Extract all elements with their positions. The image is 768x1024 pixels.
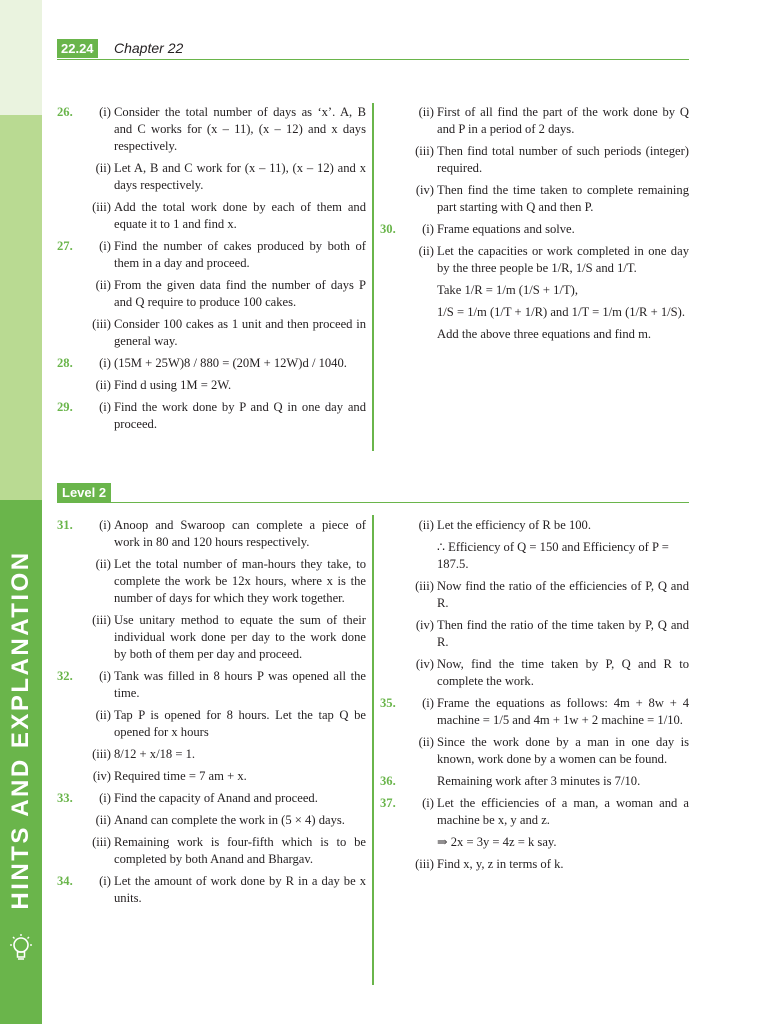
step-text: Let A, B and C work for (x – 11), (x – 12) and x days respectively. (114, 161, 366, 192)
hint-step (87, 399, 366, 433)
step-text: Find d using 1M = 2W. (114, 378, 232, 392)
step-marker: (ii) (418, 105, 434, 119)
right-column-bottom (380, 517, 689, 878)
step-text: Let the total number of man-hours they take, to complete the work be 12x hours, where x is the number of days for which they work together. (114, 557, 366, 605)
left-column-top (57, 104, 366, 438)
question-number: 27. (57, 239, 73, 253)
step-marker: (i) (422, 796, 434, 810)
question-number: 36. (380, 774, 396, 788)
hint-step (87, 199, 366, 233)
hint-step (410, 243, 689, 277)
header-rule (57, 59, 689, 60)
step-text: Now, find the time taken by P, Q and R to complete the work. (437, 657, 689, 688)
sidebar-middle-band (0, 115, 42, 500)
hint-item (57, 873, 366, 907)
step-marker: (i) (99, 239, 111, 253)
step-marker (410, 773, 437, 790)
step-marker: (iii) (92, 747, 111, 761)
step-marker: (iii) (415, 579, 434, 593)
step-marker: (iii) (415, 857, 434, 871)
step-text: Find x, y, z in terms of k. (437, 857, 564, 871)
step-text: Consider 100 cakes as 1 unit and then proceed in general way. (114, 317, 366, 348)
hint-item (57, 517, 366, 663)
hint-item (380, 517, 689, 690)
step-marker: (iii) (92, 317, 111, 331)
step-marker: (ii) (95, 378, 111, 392)
hint-step (410, 856, 689, 873)
level-heading: Level 2 (57, 483, 111, 502)
step-text: Required time = 7 am + x. (114, 769, 247, 783)
step-text: Let the efficiency of R be 100. (437, 518, 591, 532)
question-number: 30. (380, 222, 396, 236)
hint-item (57, 668, 366, 785)
hint-step (87, 238, 366, 272)
question-number: 35. (380, 696, 396, 710)
hint-step (410, 578, 689, 612)
step-marker: (iii) (92, 200, 111, 214)
step-text: Remaining work is four-fifth which is to be completed by both Anand and Bhargav. (114, 835, 366, 866)
hint-step (87, 377, 366, 394)
step-marker: (i) (99, 669, 111, 683)
step-marker: (i) (99, 518, 111, 532)
step-text: Then find the ratio of the time taken by P, Q and R. (437, 618, 689, 649)
hint-step (87, 707, 366, 741)
step-text: From the given data find the number of days P and Q require to produce 100 cakes. (114, 278, 366, 309)
hint-item (57, 238, 366, 350)
step-text: Find the number of cakes produced by both of them in a day and proceed. (114, 239, 366, 270)
hint-step (410, 617, 689, 651)
step-marker: (i) (99, 356, 111, 370)
hint-item (380, 221, 689, 343)
hint-item (57, 790, 366, 868)
hint-item (57, 355, 366, 394)
step-marker: (ii) (95, 813, 111, 827)
hint-item (380, 695, 689, 768)
equation-line: Take 1/R = 1/m (1/S + 1/T), (437, 283, 578, 297)
hint-step (87, 668, 366, 702)
hint-step (87, 316, 366, 350)
hint-item (380, 773, 689, 790)
equation-line: ⇒ 2x = 3y = 4z = k say. (437, 835, 557, 849)
step-text: Now find the ratio of the efficiencies of P, Q and R. (437, 579, 689, 610)
hint-step (410, 182, 689, 216)
step-text: Tap P is opened for 8 hours. Let the tap Q be opened for x hours (114, 708, 366, 739)
step-marker: (ii) (418, 518, 434, 532)
equation-line: ∴ Efficiency of Q = 150 and Efficiency of P = 187.5. (437, 540, 669, 571)
hint-step (87, 768, 366, 785)
step-marker: (ii) (418, 244, 434, 258)
hint-step (410, 221, 689, 238)
hint-step (87, 812, 366, 829)
equation-line: Add the above three equations and find m. (437, 327, 652, 341)
hint-step (410, 795, 689, 829)
step-text: Anoop and Swaroop can complete a piece of work in 80 and 120 hours respectively. (114, 518, 366, 549)
chapter-title: Chapter 22 (114, 40, 184, 56)
step-text: (15M + 25W)8 / 880 = (20M + 12W)d / 1040. (114, 356, 347, 370)
step-marker: (iv) (415, 657, 434, 671)
step-text: Let the capacities or work completed in one day by the three people be 1/R, 1/S and 1/T. (437, 244, 689, 275)
step-marker: (ii) (95, 708, 111, 722)
question-number: 32. (57, 669, 73, 683)
step-marker: (ii) (95, 278, 111, 292)
step-text: Frame the equations as follows: 4m + 8w + 4 machine = 1/5 and 4m + 1w + 2 machine = 1/10. (437, 696, 689, 727)
step-text: Let the amount of work done by R in a day be x units. (114, 874, 366, 905)
sidebar-title: HINTS AND EXPLANATION (7, 550, 34, 910)
step-marker: (iii) (92, 835, 111, 849)
question-number: 31. (57, 518, 73, 532)
hint-step (87, 834, 366, 868)
step-text: Add the total work done by each of them and equate it to 1 and find x. (114, 200, 366, 231)
hint-step (87, 873, 366, 907)
step-text: First of all find the part of the work done by Q and P in a period of 2 days. (437, 105, 689, 136)
step-marker: (iii) (92, 613, 111, 627)
step-marker: (iv) (92, 769, 111, 783)
step-marker: (i) (99, 874, 111, 888)
step-text: Use unitary method to equate the sum of their individual work done per day to the work done by both of them per day and proceed. (114, 613, 366, 661)
hint-step (87, 556, 366, 607)
step-marker: (ii) (418, 735, 434, 749)
page-number: 22.24 (57, 39, 98, 58)
hint-step (410, 517, 689, 534)
question-number: 34. (57, 874, 73, 888)
hint-step (87, 746, 366, 763)
step-text: Then find the time taken to complete remaining part starting with Q and then P. (437, 183, 689, 214)
step-marker: (i) (99, 791, 111, 805)
step-text: Anand can complete the work in (5 × 4) days. (114, 813, 345, 827)
hint-step (87, 355, 366, 372)
question-number: 26. (57, 105, 73, 119)
step-text: Since the work done by a man in one day is known, work done by a women can be found. (437, 735, 689, 766)
step-text: Consider the total number of days as ‘x’. A, B and C works for (x – 11), (x – 12) and x days respectively. (114, 105, 366, 153)
hint-step (410, 734, 689, 768)
hint-step (410, 656, 689, 690)
question-number: 33. (57, 791, 73, 805)
equation-line: 1/S = 1/m (1/T + 1/R) and 1/T = 1/m (1/R + 1/S). (437, 305, 685, 319)
step-marker: (iii) (415, 144, 434, 158)
step-marker: (i) (99, 105, 111, 119)
question-number: 37. (380, 796, 396, 810)
step-text: Remaining work after 3 minutes is 7/10. (437, 774, 641, 788)
left-column-bottom (57, 517, 366, 912)
step-marker: (i) (422, 222, 434, 236)
hint-item (380, 795, 689, 873)
hint-step (87, 612, 366, 663)
step-marker: (i) (422, 696, 434, 710)
hint-step (410, 104, 689, 138)
hint-item (57, 104, 366, 233)
step-marker: (iv) (415, 618, 434, 632)
hint-step (87, 790, 366, 807)
column-divider-top (372, 103, 374, 451)
hint-step (87, 517, 366, 551)
step-text: Let the efficiencies of a man, a woman and a machine be x, y and z. (437, 796, 689, 827)
level-rule (57, 502, 689, 503)
step-marker: (ii) (95, 557, 111, 571)
step-text: Then find total number of such periods (integer) required. (437, 144, 689, 175)
step-marker: (i) (99, 400, 111, 414)
step-text: 8/12 + x/18 = 1. (114, 747, 196, 761)
question-number: 28. (57, 356, 73, 370)
lightbulb-icon (6, 933, 36, 963)
hint-step (410, 143, 689, 177)
right-column-top (380, 104, 689, 348)
sidebar-top-band (0, 0, 42, 115)
step-text: Frame equations and solve. (437, 222, 575, 236)
hint-step (410, 773, 689, 790)
hint-step (410, 695, 689, 729)
hint-step (87, 277, 366, 311)
hint-item (57, 399, 366, 433)
question-number: 29. (57, 400, 73, 414)
column-divider-bottom (372, 515, 374, 985)
step-text: Find the work done by P and Q in one day and proceed. (114, 400, 366, 431)
step-marker: (ii) (95, 161, 111, 175)
step-marker: (iv) (415, 183, 434, 197)
hint-item (380, 104, 689, 216)
step-text: Find the capacity of Anand and proceed. (114, 791, 318, 805)
hint-step (87, 160, 366, 194)
step-text: Tank was filled in 8 hours P was opened all the time. (114, 669, 366, 700)
hint-step (87, 104, 366, 155)
